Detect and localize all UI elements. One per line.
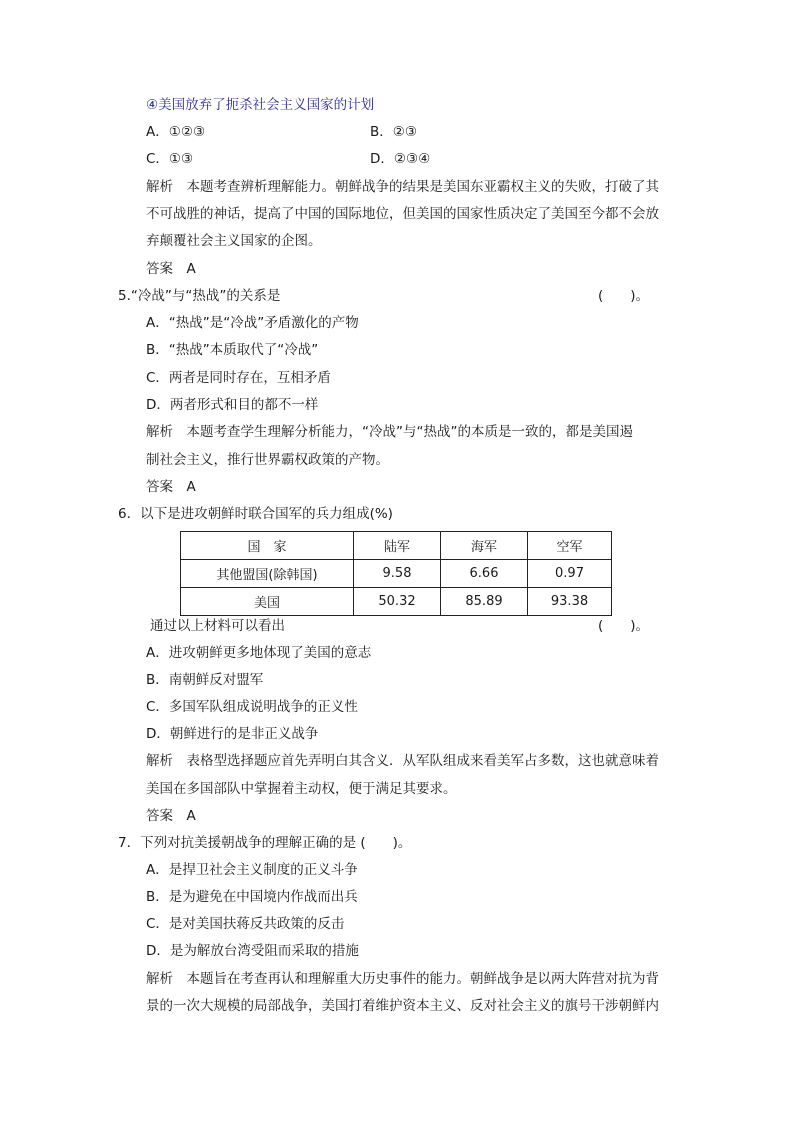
q7-choice-a: A．是捍卫社会主义制度的正义斗争 (146, 862, 358, 878)
q4-analysis-line-1: 解析 本题考查辨析理解能力。朝鲜战争的结果是美国东亚霸权主义的失败，打破了其 (146, 179, 659, 195)
q6-answer: 答案 A (146, 808, 196, 824)
table-cell: 50.32 (354, 588, 441, 616)
q6-choice-d: D．朝鲜进行的是非正义战争 (146, 726, 319, 742)
q6-choice-b: B．南朝鲜反对盟军 (146, 672, 264, 688)
table-header-row (181, 532, 612, 560)
q7-analysis-line-2: 景的一次大规模的局部战争，美国打着维护资本主义、反对社会主义的旗号干涉朝鲜内 (146, 998, 659, 1014)
q6-analysis-line-1: 解析 表格型选择题应首先弄明白其含义．从军队组成来看美军占多数，这也就意味着 (146, 753, 659, 769)
table-cell: 9.58 (354, 560, 441, 588)
q6-analysis-line-2: 美国在多国部队中掌握着主动权，便于满足其要求。 (146, 781, 457, 797)
q6-stem: 6．以下是进攻朝鲜时联合国军的兵力组成(%) (118, 506, 393, 522)
table-row (181, 560, 612, 588)
q5-choice-a: A．“热战”是“冷战”矛盾激化的产物 (146, 315, 359, 331)
q6-choice-c: C．多国军队组成说明战争的正义性 (146, 699, 358, 715)
q4-analysis-line-2: 不可战胜的神话，提高了中国的国际地位，但美国的国家性质决定了美国至今都不会放 (146, 206, 659, 222)
table-cell: 85.89 (441, 588, 528, 616)
q5-answer: 答案 A (146, 479, 196, 495)
q5-choice-c: C．两者是同时存在，互相矛盾 (146, 370, 331, 386)
q5-stem: 5.“冷战”与“热战”的关系是 (118, 288, 281, 304)
q5-analysis-line-2: 制社会主义，推行世界霸权政策的产物。 (146, 452, 389, 468)
q4-answer: 答案 A (146, 261, 196, 277)
q4-analysis-line-3: 弃颠覆社会主义国家的企图。 (146, 233, 322, 249)
q4-choice-b: B．②③ (370, 124, 417, 140)
table-header-cell: 国 家 (181, 532, 354, 560)
table-header-cell: 陆军 (354, 532, 441, 560)
table-header-cell: 海军 (441, 532, 528, 560)
forces-table (180, 531, 612, 616)
q6-lead: 通过以上材料可以看出 (150, 618, 285, 634)
q5-answer-blank: ( )。 (598, 288, 650, 304)
q7-choice-b: B．是为避免在中国境内作战而出兵 (146, 889, 358, 905)
q7-stem: 7．下列对抗美援朝战争的理解正确的是 ( )。 (118, 835, 412, 851)
table-cell: 美国 (181, 588, 354, 616)
q7-choice-c: C．是对美国扶蒋反共政策的反击 (146, 916, 345, 932)
q4-choice-d: D．②③④ (370, 151, 431, 167)
q5-analysis-line-1: 解析 本题考查学生理解分析能力，“冷战”与“热战”的本质是一致的，都是美国遏 (146, 424, 633, 440)
q6-answer-blank: ( )。 (598, 618, 650, 634)
q7-analysis-line-1: 解析 本题旨在考查再认和理解重大历史事件的能力。朝鲜战争是以两大阵营对抗为背 (146, 971, 659, 987)
q4-option-4: ④美国放弃了扼杀社会主义国家的计划 (146, 97, 375, 113)
table-cell: 0.97 (528, 560, 612, 588)
q7-choice-d: D．是为解放台湾受阻而采取的措施 (146, 943, 359, 959)
table-cell: 6.66 (441, 560, 528, 588)
q4-choice-a: A．①②③ (146, 124, 206, 140)
q5-choice-d: D．两者形式和目的都不一样 (146, 397, 319, 413)
q5-choice-b: B．“热战”本质取代了“冷战” (146, 342, 319, 358)
table-header-cell: 空军 (528, 532, 612, 560)
table-cell: 其他盟国(除韩国) (181, 560, 354, 588)
q4-choice-c: C．①③ (146, 151, 194, 167)
q6-choice-a: A．进攻朝鲜更多地体现了美国的意志 (146, 645, 372, 661)
table-row (181, 588, 612, 616)
table-cell: 93.38 (528, 588, 612, 616)
